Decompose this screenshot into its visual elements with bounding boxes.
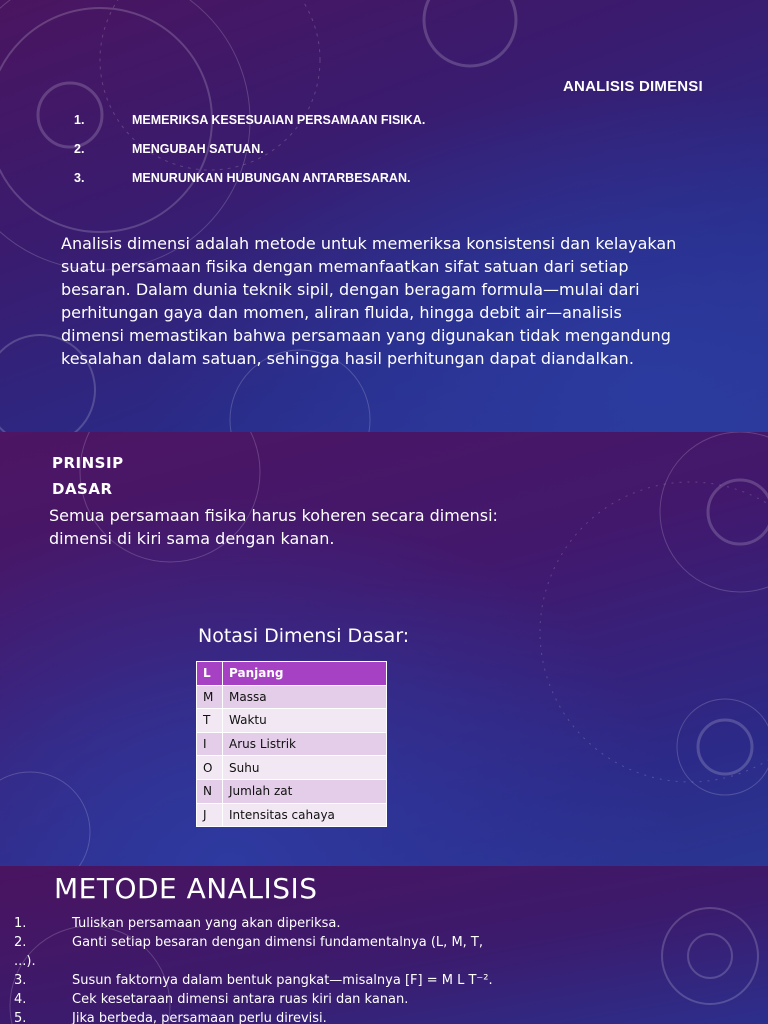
name-cell: Waktu	[223, 709, 387, 733]
symbol-cell: I	[197, 732, 223, 756]
table-row	[197, 685, 387, 709]
list-text: Ganti setiap besaran dengan dimensi fundamentalnya (L, M, T,	[72, 935, 483, 950]
table-row	[197, 756, 387, 780]
text-line: Semua persamaan fisika harus koheren secara dimensi:	[49, 506, 498, 525]
list-item	[14, 914, 514, 933]
name-cell: Suhu	[223, 756, 387, 780]
slide-title: METODE ANALISIS	[54, 872, 318, 905]
intro-paragraph: Analisis dimensi adalah metode untuk memeriksa konsistensi dan kelayakan suatu persamaan fisika dengan memanfaatkan sifat satuan dari setiap besaran. Dalam dunia teknik sipil, dengan beragam formula—mulai dari perhitungan gaya dan momen, aliran fluida, hingga debit air—analisis dimensi memastikan bahwa persamaan yang digunakan tidak mengandung kesalahan dalam satuan, sehingga hasil perhitungan dapat diandalkan.	[61, 234, 677, 368]
list-text: Cek kesetaraan dimensi antara ruas kiri dan kanan.	[72, 992, 409, 1007]
table-row	[197, 732, 387, 756]
name-cell: Panjang	[223, 662, 387, 686]
slide-analisis-dimensi	[0, 0, 768, 432]
table-row	[197, 662, 387, 686]
principle-text	[49, 504, 519, 550]
list-text: MENGUBAH SATUAN.	[132, 142, 264, 156]
name-cell: Arus Listrik	[223, 732, 387, 756]
list-number: 2.	[14, 935, 27, 950]
symbol-cell: O	[197, 756, 223, 780]
list-text: Susun faktornya dalam bentuk pangkat—misalnya [F] = M L T⁻².	[72, 973, 493, 988]
list-item	[14, 933, 514, 971]
text-line: dimensi di kiri sama dengan kanan.	[49, 529, 335, 548]
symbol-cell: L	[197, 662, 223, 686]
name-cell: Intensitas cahaya	[223, 803, 387, 827]
list-number: 4.	[14, 992, 27, 1007]
list-item	[14, 971, 514, 990]
list-text: Jika berbeda, persamaan perlu direvisi.	[72, 1011, 327, 1024]
steps-list	[14, 914, 514, 1024]
list-number: 5.	[14, 1011, 27, 1024]
table-title: Notasi Dimensi Dasar:	[198, 625, 410, 647]
list-item	[14, 990, 514, 1009]
list-number: 3.	[14, 973, 27, 988]
slide-metode-analisis	[0, 866, 768, 1024]
dimension-table	[196, 661, 387, 827]
symbol-cell: J	[197, 803, 223, 827]
symbol-cell: M	[197, 685, 223, 709]
list-text: MENURUNKAN HUBUNGAN ANTARBESARAN.	[132, 171, 411, 185]
list-text-continuation: ...).	[14, 954, 36, 969]
symbol-cell: T	[197, 709, 223, 733]
list-number: 2.	[74, 142, 85, 156]
table-row	[197, 803, 387, 827]
section-heading	[52, 450, 124, 502]
name-cell: Massa	[223, 685, 387, 709]
list-text: MEMERIKSA KESESUAIAN PERSAMAAN FISIKA.	[132, 113, 426, 127]
name-cell: Jumlah zat	[223, 779, 387, 803]
table-row	[197, 779, 387, 803]
symbol-cell: N	[197, 779, 223, 803]
list-item	[14, 1009, 514, 1024]
slide-title: ANALISIS DIMENSI	[563, 78, 703, 95]
slide-prinsip-dasar	[0, 432, 768, 866]
table-row	[197, 709, 387, 733]
heading-line: DASAR	[52, 480, 113, 498]
list-number: 1.	[74, 113, 85, 127]
list-text: Tuliskan persamaan yang akan diperiksa.	[72, 916, 341, 931]
heading-line: PRINSIP	[52, 454, 124, 472]
list-number: 1.	[14, 916, 27, 931]
list-number: 3.	[74, 171, 85, 185]
